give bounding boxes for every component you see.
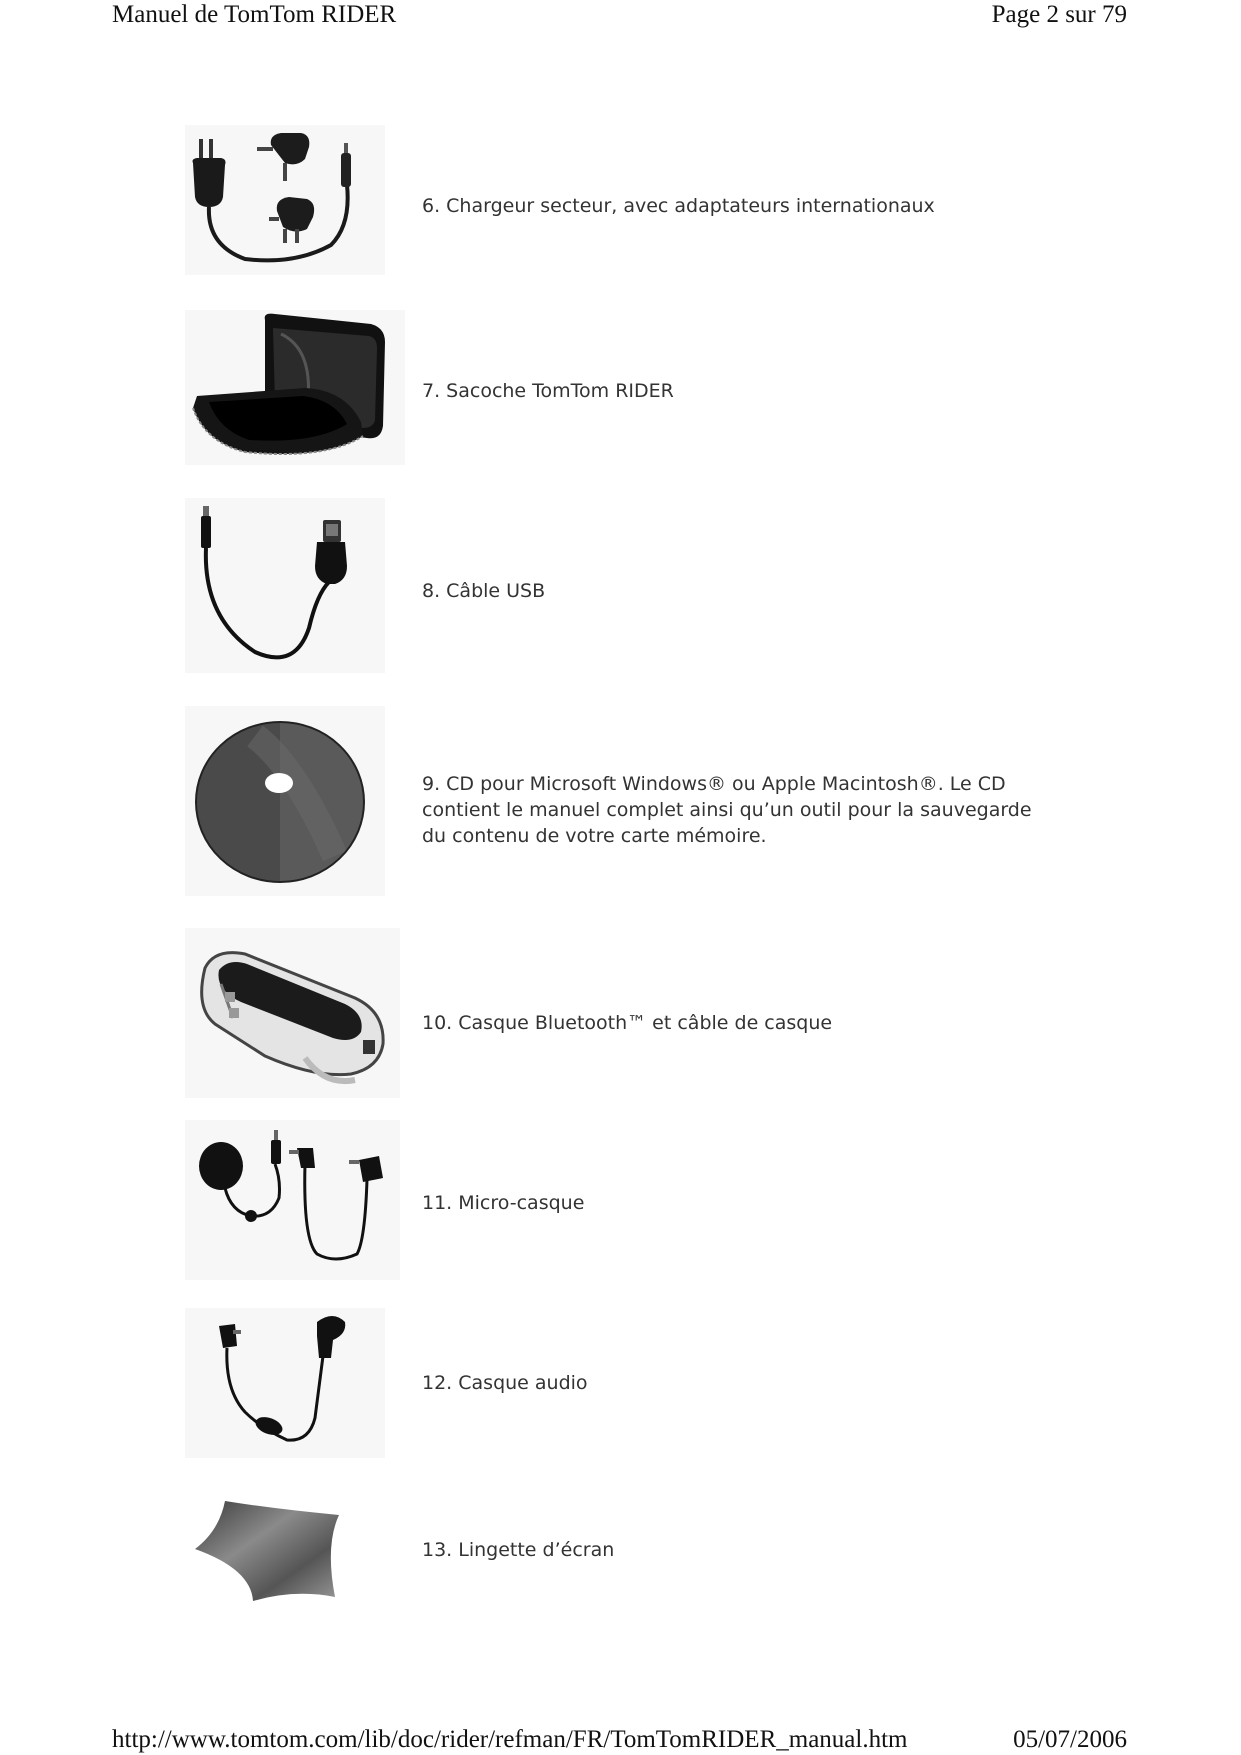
cd-icon	[185, 706, 385, 896]
page-footer	[112, 1725, 1127, 1755]
list-item	[185, 310, 1065, 465]
list-item	[185, 1485, 1065, 1615]
list-item	[185, 1120, 1065, 1280]
case-icon	[185, 310, 405, 465]
list-item	[185, 498, 1065, 673]
earphone-icon	[185, 1308, 385, 1458]
list-item	[185, 125, 1065, 275]
usb-cable-icon	[185, 498, 385, 673]
document-title: Manuel de TomTom RIDER	[112, 1, 397, 28]
item-caption: 9. CD pour Microsoft Windows® ou Apple Macintosh®. Le CD contient le manuel complet ainsi qu’un outil pour la sauvegarde du contenu de votre carte mémoire.	[422, 773, 1032, 847]
source-url: http://www.tomtom.com/lib/doc/rider/refman/FR/TomTomRIDER_manual.htm	[112, 1726, 908, 1753]
page-header	[112, 0, 1127, 30]
print-date: 05/07/2006	[1013, 1726, 1127, 1753]
item-caption: 8. Câble USB	[422, 580, 546, 602]
cloth-icon	[185, 1485, 365, 1615]
micro-headset-icon	[185, 1120, 400, 1280]
bluetooth-headset-icon	[185, 928, 400, 1098]
item-caption: 10. Casque Bluetooth™ et câble de casque	[422, 1012, 833, 1034]
item-caption: 12. Casque audio	[422, 1372, 588, 1394]
page-number: Page 2 sur 79	[991, 1, 1127, 28]
item-caption: 7. Sacoche TomTom RIDER	[422, 380, 674, 402]
item-caption: 11. Micro-casque	[422, 1192, 585, 1214]
list-item	[185, 1308, 1065, 1458]
list-item	[185, 928, 1065, 1098]
item-caption: 6. Chargeur secteur, avec adaptateurs internationaux	[422, 195, 935, 217]
charger-icon	[185, 125, 385, 275]
item-caption: 13. Lingette d’écran	[422, 1539, 615, 1561]
list-item	[185, 706, 1065, 896]
